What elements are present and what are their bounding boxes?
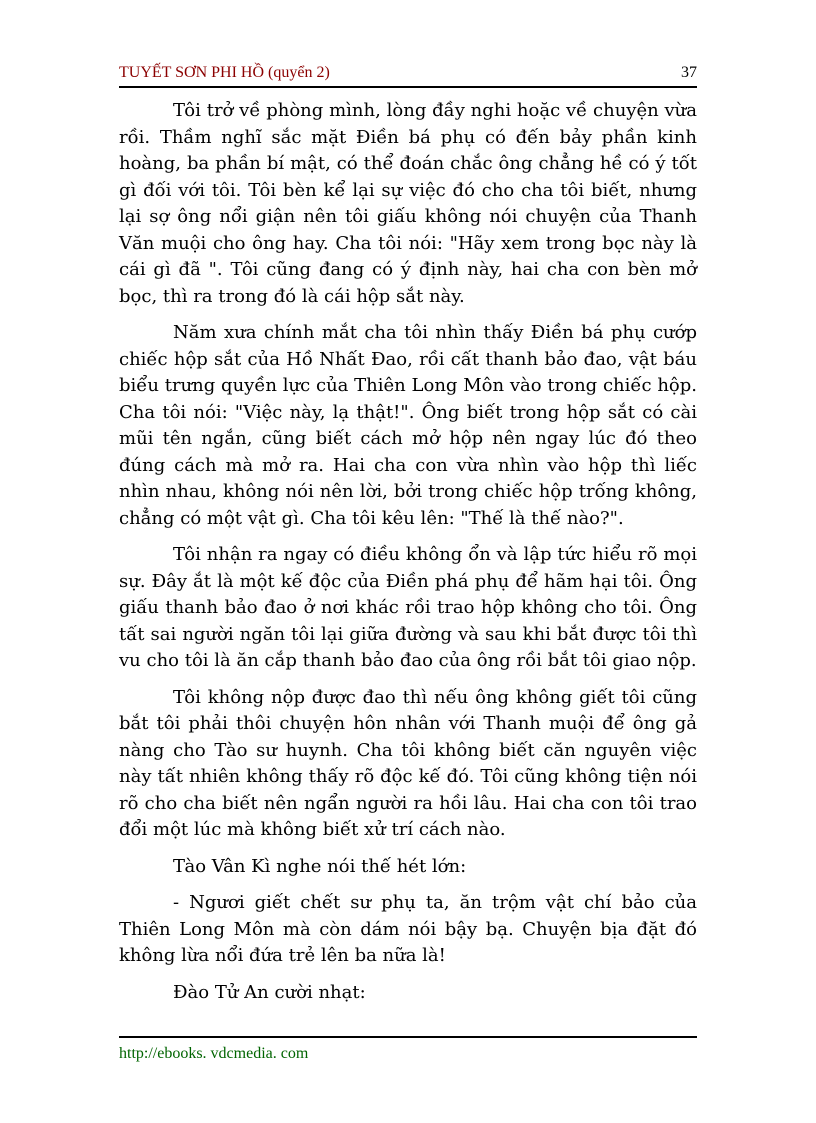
paragraph: Đào Tử An cười nhạt: [173,981,366,1003]
paragraph: Tào Vân Kì nghe nói thế hét lớn: [173,855,467,877]
paragraph: Năm xưa chính mắt cha tôi nhìn thấy Điền bá phụ cướp chiếc hộp sắt của Hồ Nhất Đao, rồi cất thanh bảo đao, vật báu biểu trưng quyền lực của Thiên Long Môn vào trong chiếc hộp. Cha tôi nói: "Việc này, lạ thật!". Ông biết trong hộp sắt có cài mũi tên ngắn, cũng biết cách mở hộp nên ngay lúc đó theo đúng cách mà mở ra. Hai cha con vừa nhìn vào hộp thì liếc nhìn nhau, không nói nên lời, bởi trong chiếc hộp trống không, chẳng có một vật gì. Cha tôi kêu lên: "Thế là thế nào?". [119,322,697,529]
page-number: 37 [681,64,697,81]
paragraph: Tôi trở về phòng mình, lòng đầy nghi hoặc về chuyện vừa rồi. Thầm nghĩ sắc mặt Điền bá phụ có đến bảy phần kinh hoàng, ba phần bí mật, có thể đoán chắc ông chẳng hề có ý tốt gì đối với tôi. Tôi bèn kể lại sự việc đó cho cha tôi biết, nhưng lại sợ ông nổi giận nên tôi giấu không nói chuyện của Thanh Văn muội cho ông hay. Cha tôi nói: "Hãy xem trong bọc này là cái gì đã ". Tôi cũng đang có ý định này, hai cha con bèn mở bọc, thì ra trong đó là cái hộp sắt này. [119,100,697,307]
paragraph: - Ngươi giết chết sư phụ ta, ăn trộm vật chí bảo của Thiên Long Môn mà còn dám nói bậy bạ. Chuyện bịa đặt đó không lừa nổi đứa trẻ lên ba nữa là! [119,892,697,966]
book-title: TUYẾT SƠN PHI HỒ (quyển 2) [119,64,330,81]
page-header [119,62,697,88]
page-body [119,98,697,1016]
footer-url-link[interactable]: http://ebooks. vdcmedia. com [119,1045,309,1062]
paragraph: Tôi không nộp được đao thì nếu ông không giết tôi cũng bắt tôi phải thôi chuyện hôn nhân với Thanh muội để ông gả nàng cho Tào sư huynh. Cha tôi không biết căn nguyên việc này tất nhiên không thấy rõ độc kế đó. Tôi cũng không tiện nói rõ cho cha biết nên ngẩn người ra hồi lâu. Hai cha con tôi trao đổi một lúc mà không biết xử trí cách nào. [119,686,697,840]
page-footer [119,1036,697,1062]
paragraph: Tôi nhận ra ngay có điều không ổn và lập tức hiểu rõ mọi sự. Đây ắt là một kế độc của Điền phá phụ để hãm hại tôi. Ông giấu thanh bảo đao ở nơi khác rồi trao hộp không cho tôi. Ông tất sai người ngăn tôi lại giữa đường và sau khi bắt được tôi thì vu cho tôi là ăn cắp thanh bảo đao của ông rồi bắt tôi giao nộp. [119,544,697,671]
